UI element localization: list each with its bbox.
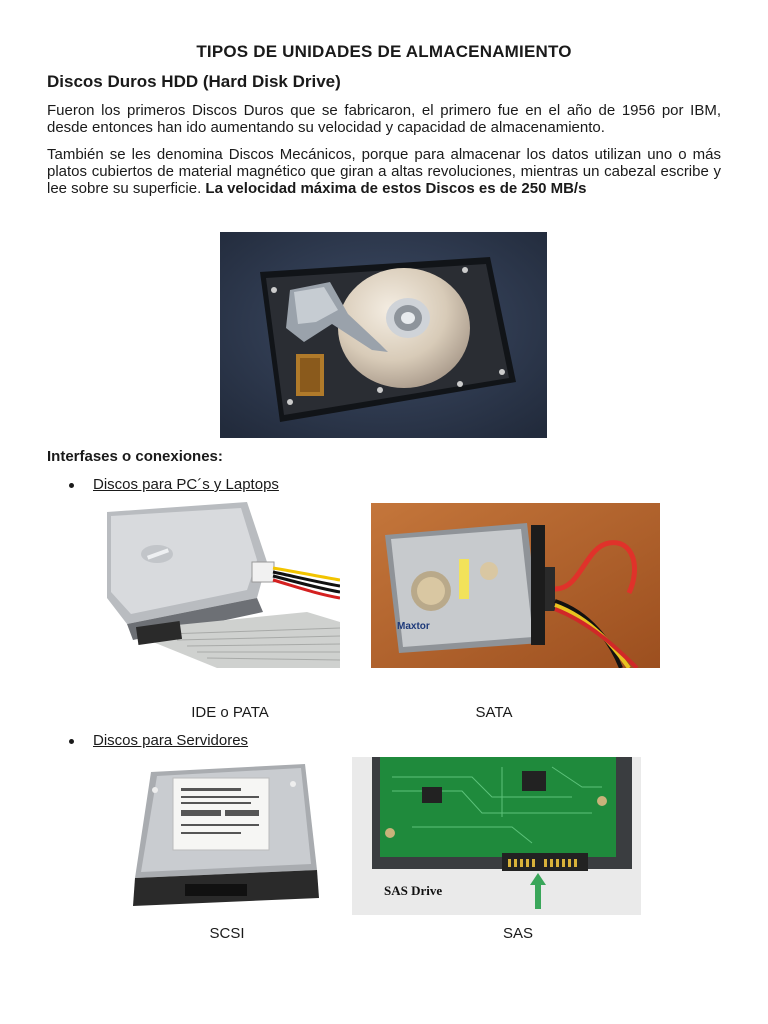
paragraph-mechanical-text: También se les denomina Discos Mecánicos, porque para almacenar los datos utilizan uno o más platos cubiertos de material magnético que giran a altas revoluciones, mientras un cabezal escribe y lee sobre su superficie. bbox=[47, 146, 721, 197]
bullet-dot bbox=[69, 739, 74, 744]
section-title: Discos Duros HDD (Hard Disk Drive) bbox=[47, 72, 341, 91]
interfaces-heading: Interfases o conexiones: bbox=[47, 448, 223, 465]
paragraph-speed-bold: La velocidad máxima de estos Discos es de 250 MB/s bbox=[205, 180, 587, 197]
sata-drive-photo bbox=[371, 503, 660, 668]
bullet-pc-laptops-label: Discos para PC´s y Laptops bbox=[93, 476, 279, 493]
scsi-drive-photo bbox=[125, 760, 322, 915]
ide-drive-photo bbox=[107, 502, 340, 668]
maxtor-logo: Maxtor bbox=[397, 621, 430, 632]
caption-sas: SAS bbox=[502, 925, 533, 942]
caption-sata: SATA bbox=[475, 704, 513, 721]
sas-drive-photo bbox=[352, 757, 641, 915]
hdd-open-photo bbox=[220, 232, 547, 438]
paragraph-history: Fueron los primeros Discos Duros que se fabricaron, el primero fue en el año de 1956 por IBM, desde entonces han ido aumentando su velocidad y capacidad de almacenamiento. bbox=[47, 102, 721, 136]
bullet-dot bbox=[69, 483, 74, 488]
caption-ide: IDE o PATA bbox=[191, 704, 269, 721]
caption-scsi: SCSI bbox=[209, 925, 245, 942]
page-title: TIPOS DE UNIDADES DE ALMACENAMIENTO bbox=[196, 42, 572, 61]
paragraph-mechanical bbox=[47, 146, 721, 197]
bullet-servers-label: Discos para Servidores bbox=[93, 732, 249, 749]
sas-drive-label: SAS Drive bbox=[384, 883, 443, 898]
